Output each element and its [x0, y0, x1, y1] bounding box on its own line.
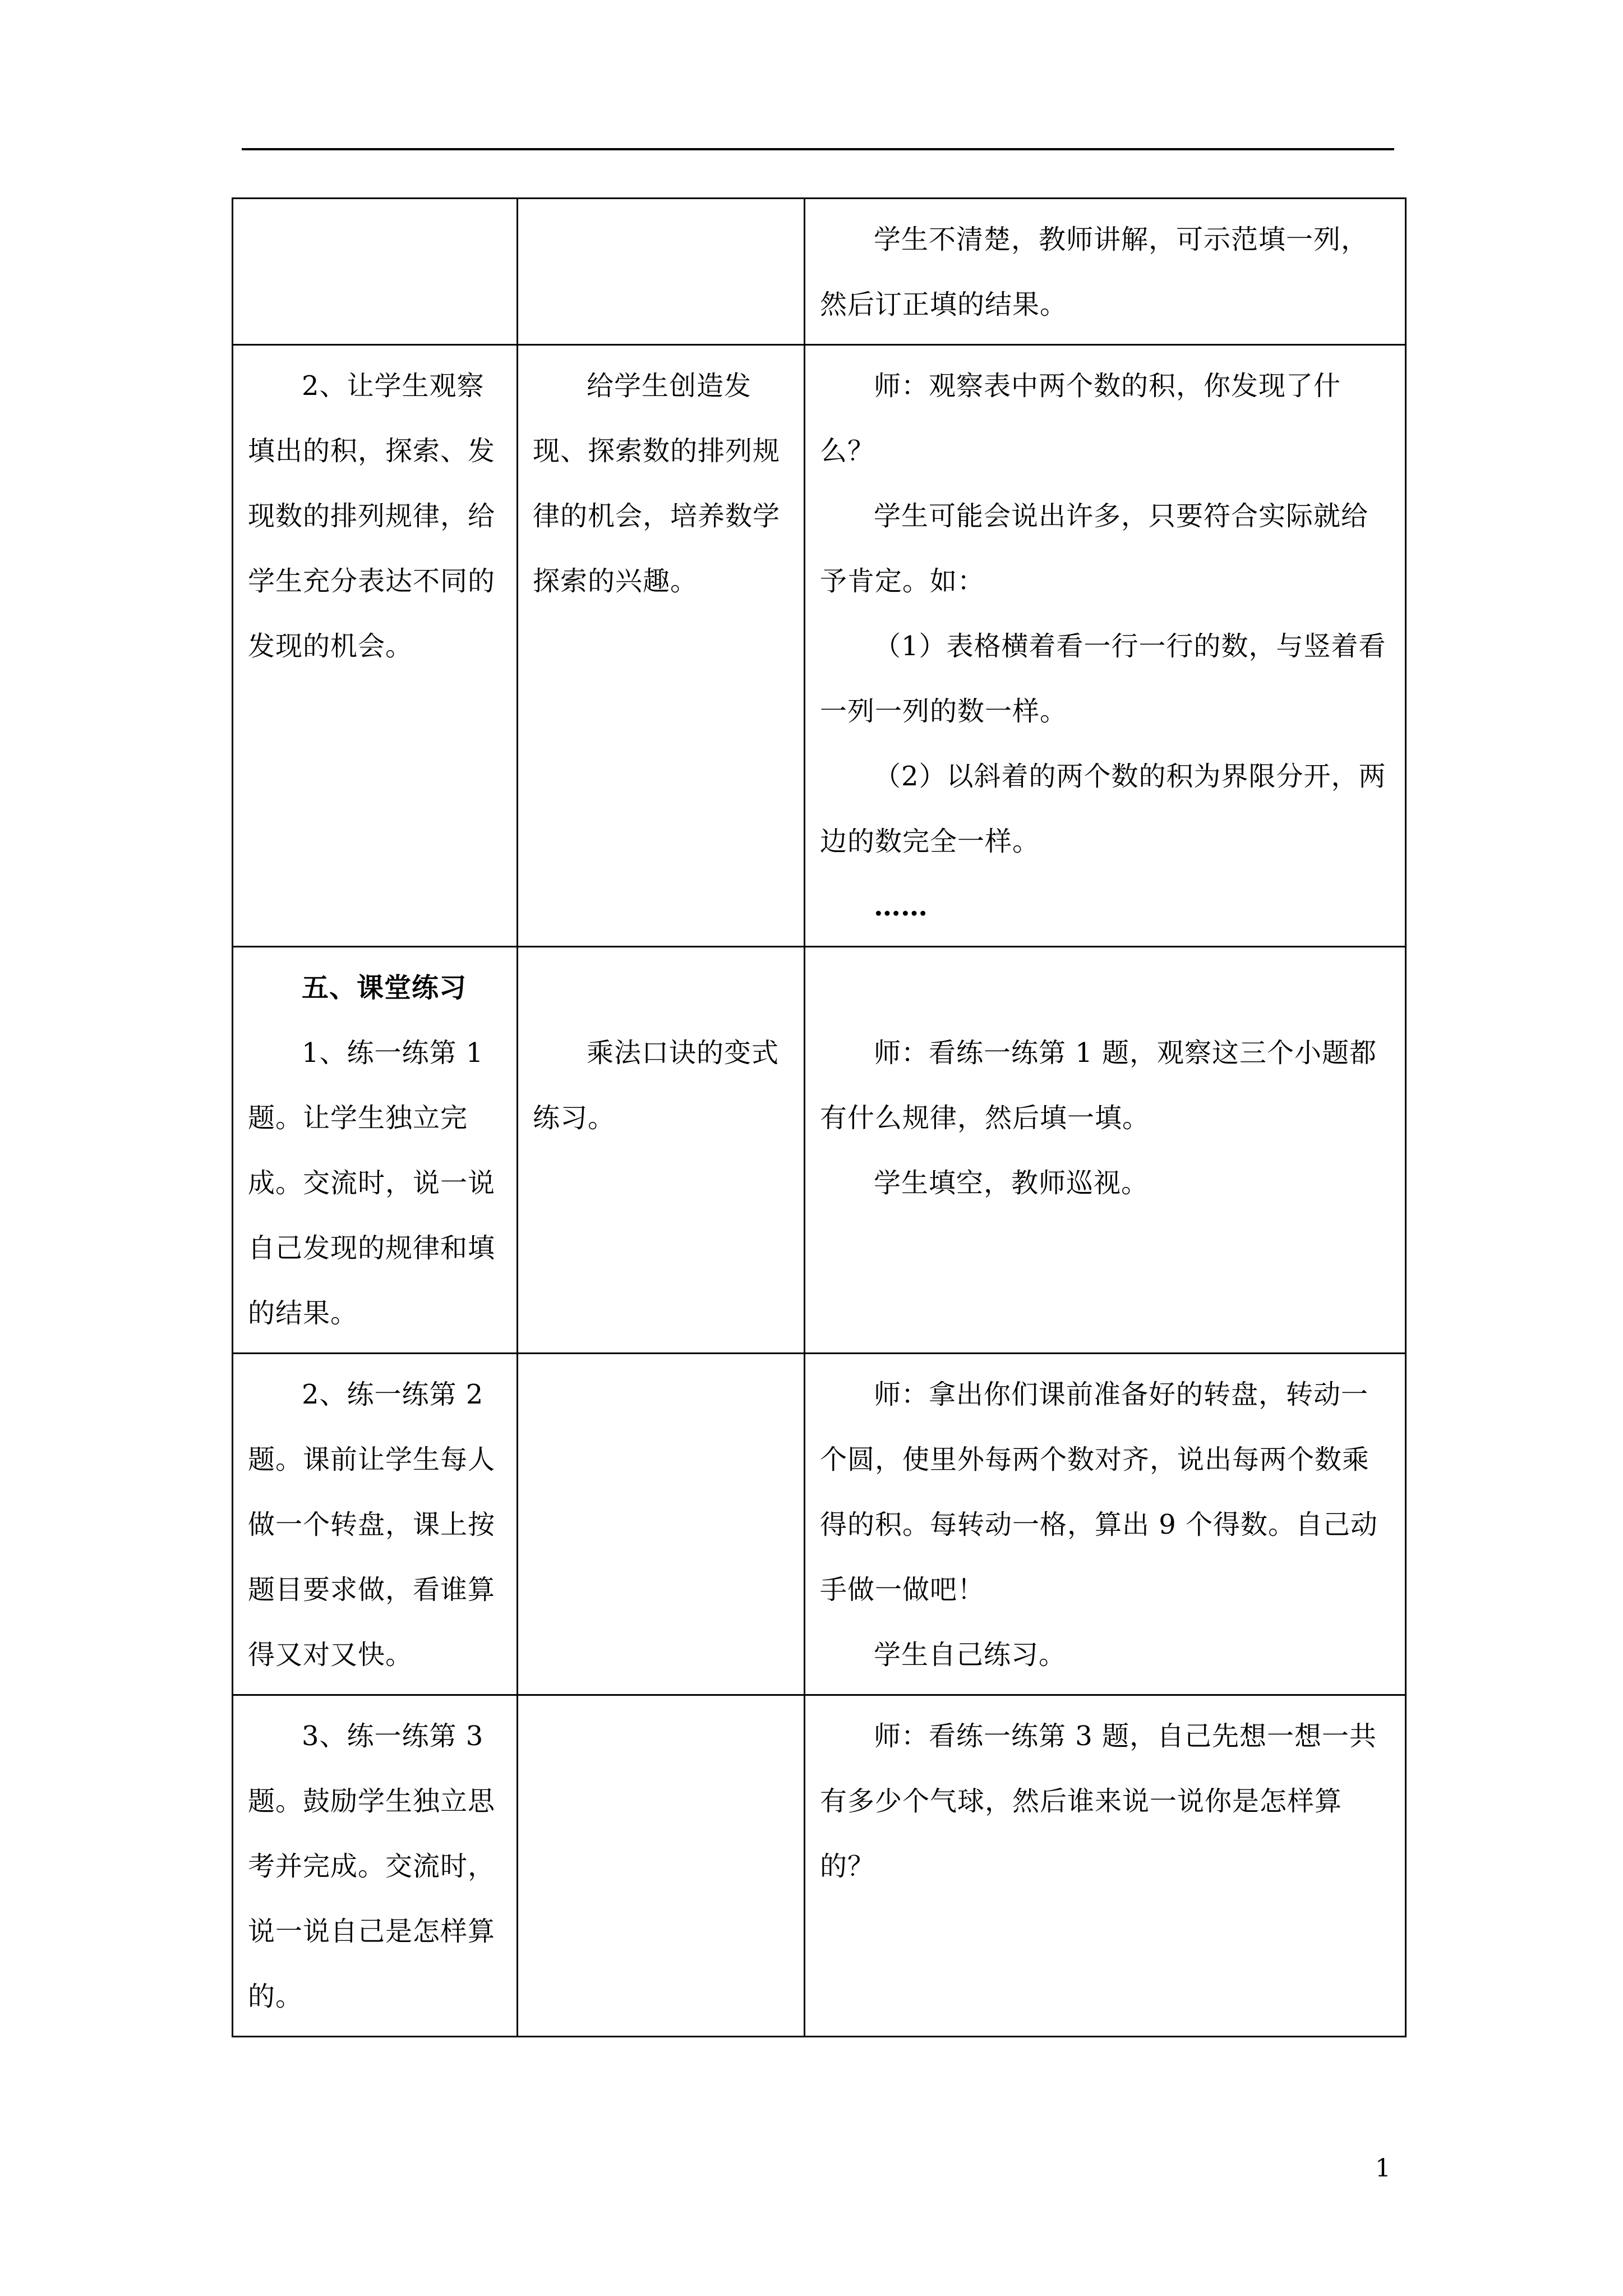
activity-cell — [233, 345, 518, 947]
activity-paragraph: 2、让学生观察填出的积，探索、发现数的排列规律，给学生充分表达不同的发现的机会。 — [248, 370, 496, 662]
process-paragraph: 学生不清楚，教师讲解，可示范填一列，然后订正填的结果。 — [820, 224, 1369, 320]
process-cell — [805, 1354, 1406, 1695]
intent-cell — [518, 345, 805, 947]
activity-paragraph: 2、练一练第 2 题。课前让学生每人做一个转盘，课上按题目要求做，看谁算得又对又快。 — [248, 1379, 496, 1671]
table-row — [233, 1695, 1406, 2037]
process-cell — [805, 345, 1406, 947]
intent-cell — [518, 199, 805, 345]
table-row — [233, 1354, 1406, 1695]
intent-paragraph: 乘法口诀的变式练习。 — [533, 1037, 780, 1134]
activity-cell — [233, 199, 518, 345]
activity-cell — [233, 1354, 518, 1695]
process-cell — [805, 1695, 1406, 2037]
process-cell — [805, 947, 1406, 1354]
process-paragraph: 师：拿出你们课前准备好的转盘，转动一个圆，使里外每两个数对齐，说出每两个数乘得的积。每转动一格，算出 9 个得数。自己动手做一做吧！ — [820, 1379, 1378, 1605]
table-row — [233, 345, 1406, 947]
process-paragraph: （1）表格横着看一行一行的数，与竖着看一列一列的数一样。 — [820, 631, 1386, 727]
process-paragraph: 学生自己练习。 — [874, 1639, 1067, 1671]
intent-cell — [518, 1354, 805, 1695]
table-row — [233, 947, 1406, 1354]
process-paragraph: 学生可能会说出许多，只要符合实际就给予肯定。如： — [820, 500, 1369, 597]
process-paragraph: 师：看练一练第 3 题，自己先想一想一共有多少个气球，然后谁来说一说你是怎样算的？ — [820, 1720, 1377, 1882]
process-ellipsis: …… — [874, 891, 928, 922]
table-row — [233, 199, 1406, 345]
process-paragraph: 师：看练一练第 1 题，观察这三个小题都有什么规律，然后填一填。 — [820, 1037, 1377, 1134]
activity-paragraph: 3、练一练第 3 题。鼓励学生独立思考并完成。交流时，说一说自己是怎样算的。 — [248, 1720, 496, 2012]
process-cell — [805, 199, 1406, 345]
process-paragraph: 学生填空，教师巡视。 — [874, 1167, 1149, 1199]
intent-cell — [518, 1695, 805, 2037]
section-heading: 五、课堂练习 — [302, 972, 467, 1004]
process-paragraph: （2）以斜着的两个数的积为界限分开，两边的数完全一样。 — [820, 761, 1386, 857]
intent-cell — [518, 947, 805, 1354]
activity-paragraph: 1、练一练第 1 题。让学生独立完成。交流时，说一说自己发现的规律和填的结果。 — [248, 1037, 496, 1329]
page-number: 1 — [1375, 2154, 1391, 2183]
activity-cell — [233, 1695, 518, 2037]
intent-paragraph: 给学生创造发现、探索数的排列规律的机会，培养数学探索的兴趣。 — [533, 370, 781, 597]
lesson-plan-table — [232, 197, 1407, 2037]
header-rule — [242, 148, 1394, 150]
process-paragraph: 师：观察表中两个数的积，你发现了什么？ — [820, 370, 1341, 467]
activity-cell — [233, 947, 518, 1354]
